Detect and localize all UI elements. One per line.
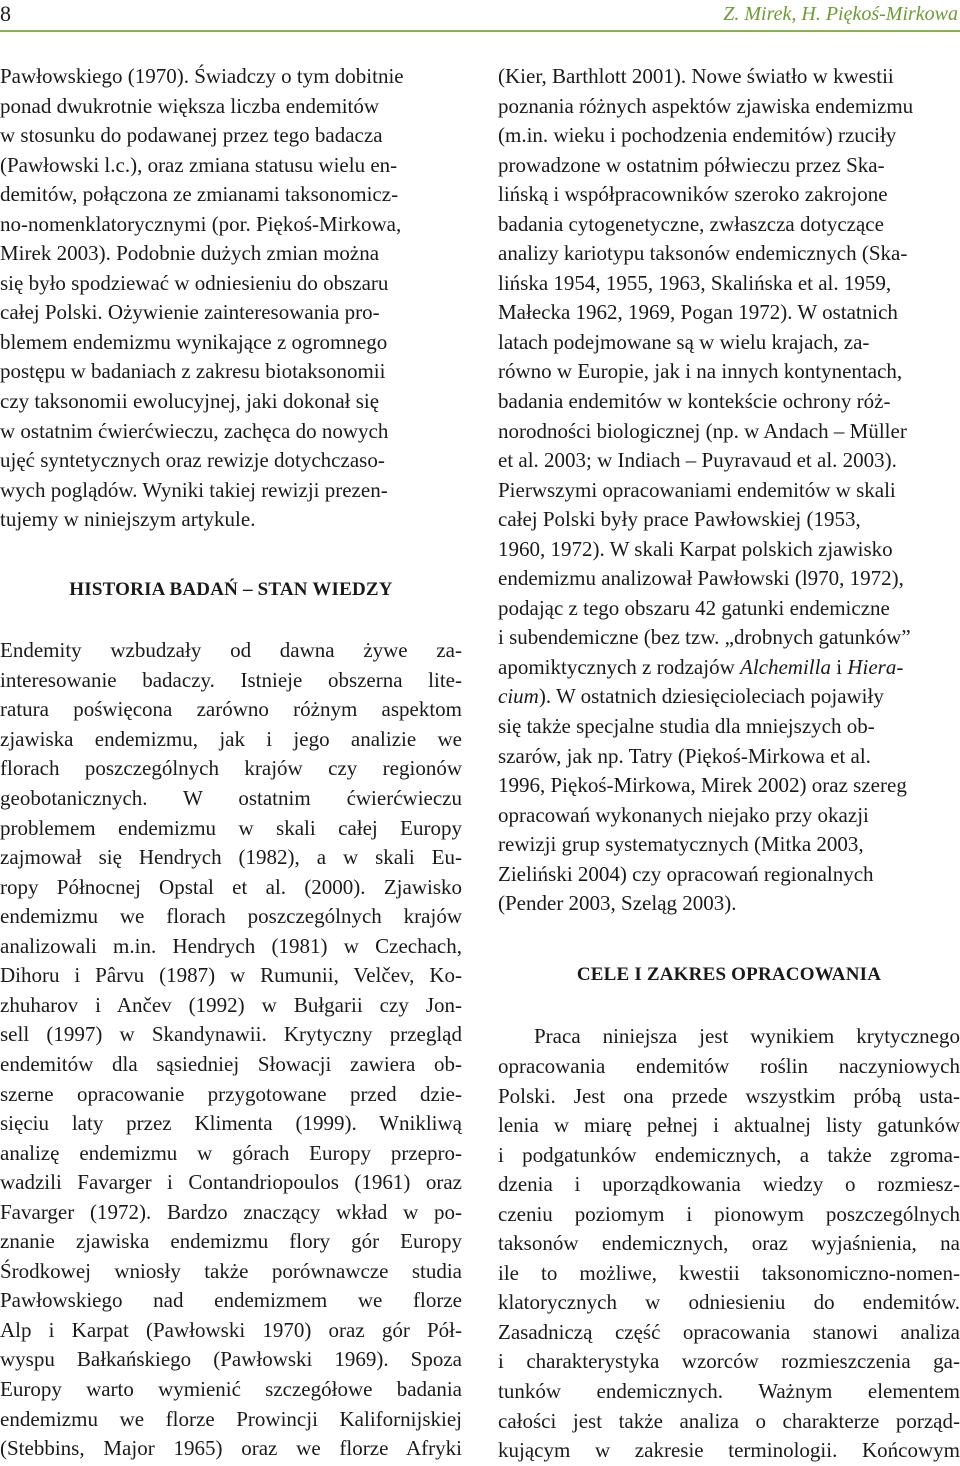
history-text-part-1: (Kier, Barthlott 2001). Nowe światło w kwestii poznania różnych aspektów zjawiska endemizmu (m.in. wieku i pochodzenia endemitów) rzuciły prowadzone w ostatnim półwieczu przez Ska- lińską i współpracowników szeroko zakrojone badania cytogenetyczne, zwłaszcza dotyczące analizy kariotypu taksonów endemicznych (Ska- lińska 1954, 1955, 1963, Skalińska et al. 1959, Małecka 1962, 1969, Pogan 1972). W ostatnich latach podejmowane są w wielu krajach, za- równo w Europie, jak i na innych kontynentach, badania endemitów w kontekście ochrony róż- norodności biologicznej (np. w Andach – Müller et al. 2003; w Indiach – Puyravaud et al. 2003). Pierwszymi opracowaniami endemitów w skali całej Polski były prace Pawłowskiej (1953, 1960, 1972). W skali Karpat polskich zjawisko endemizmu analizował Pawłowski (l970, 1972), podając z tego obszaru 42 gatunki endemiczne i subendemiczne (bez tzw. „drobnych gatunków” apomiktycznych z rodzajów [498, 64, 914, 679]
history-paragraph-continued [498, 62, 960, 919]
section-heading-aims: CELE I ZAKRES OPRACOWANIA [576, 963, 882, 985]
genus-name-alchemilla: Alchemilla [740, 654, 831, 679]
aims-paragraph: Praca niniejsza jest wynikiem krytycznego opracowania endemitów roślin naczyniowych Polski. Jest ona przede wszystkim próbą usta- lenia w miarę pełnej i aktualnej listy gatunków i podgatunków endemicznych, a także zgroma- dzenia i uporządkowania wiedzy o rozmiesz- czeniu poziomym i pionowym poszczególnych taksonów endemicznych, oraz wyjaśnienia, na ile to możliwe, kwestii taksonomiczno-nomen- klatorycznych w odniesieniu do endemitów. Zasadniczą część opracowania stanowi analiza i charakterystyka wzorców rozmieszczenia ga- tunków endemicznych. Ważnym elementem całości jest także analiza o charakterze porząd- kującym w zakresie terminologii. Końcowym [498, 1024, 960, 1463]
section-heading-history: HISTORIA BADAŃ – STAN WIEDZY [69, 578, 393, 600]
running-head-authors: Z. Mirek, H. Piękoś-Mirkowa [723, 3, 958, 25]
history-text-connector: i [830, 654, 848, 679]
header-rule [0, 30, 960, 32]
genus-name-hieracium: Hiera- cium [498, 654, 904, 709]
right-column [498, 62, 960, 1466]
page-header [0, 0, 960, 32]
page-number: 8 [0, 1, 11, 26]
intro-paragraph-continued: Pawłowskiego (1970). Świadczy o tym dobitnie ponad dwukrotnie większa liczba endemitów w stosunku do podawanej przez tego badacza (Pawłowski l.c.), oraz zmiana statusu wielu en- demitów, połączona ze zmianami taksonomicz- no-nomenklatorycznymi (por. Piękoś-Mirkowa, Mirek 2003). Podobnie dużych zmian można się było spodziewać w odniesieniu do obszaru całej Polski. Ożywienie zainteresowania pro- blemem endemizmu wynikające z ogromnego postępu w badaniach z zakresu biotaksonomii czy taksonomii ewolucyjnej, jaki dokonał się w ostatnim ćwierćwieczu, zachęca do nowych ujęć syntetycznych oraz rewizje dotychczaso- wych poglądów. Wyniki takiej rewizji prezen- tujemy w niniejszym artykule. [0, 64, 404, 532]
history-text-part-2: ). W ostatnich dziesięcioleciach pojawiły się także specjalne studia dla mniejszych ob- szarów, jak np. Tatry (Piękoś-Mirkowa et al. 1996, Piękoś-Mirkowa, Mirek 2002) oraz szereg opracowań wykonanych niejako przy okazji rewizji grup systematycznych (Mitka 2003, Zieliński 2004) czy opracowań regionalnych (Pender 2003, Szeląg 2003). [498, 684, 907, 916]
history-paragraph: Endemity wzbudzały od dawna żywe za- interesowanie badaczy. Istnieje obszerna lite- ratura poświęcona zarówno różnym aspektom zjawiska endemizmu, jak i jego analizie we florach poszczególnych krajów czy regionów geobotanicznych. W ostatnim ćwierćwieczu problemem endemizmu w skali całej Europy zajmował się Hendrych (1982), a w skali Eu- ropy Północnej Opstal et al. (2000). Zjawisko endemizmu we florach poszczególnych krajów analizowali m.in. Hendrych (1981) w Czechach, Dihoru i Pârvu (1987) w Rumunii, Velčev, Ko- zhuharov i Ančev (1992) w Bułgarii czy Jon- sell (1997) w Skandynawii. Krytyczny przegląd endemitów dla sąsiedniej Słowacji zawiera ob- szerne opracowanie przygotowane przed dzie- sięciu laty przez Klimenta (1999). Wnikliwą analizę endemizmu w górach Europy przepro- wadzili Favarger i Contandriopoulos (1961) oraz Favarger (1972). Bardzo znaczący wkład w po- znanie zjawiska endemizmu flory gór Europy Środkowej wniosły także porównawcze studia Pawłowskiego nad endemizmem we florze Alp i Karpat (Pawłowski 1970) oraz gór Pół- wyspu Bałkańskiego (Pawłowski 1969). Spoza Europy warto wymienić szczegółowe badania endemizmu we florze Prowincji Kalifornijskiej (Stebbins, Major 1965) oraz we florze Afryki [0, 638, 462, 1461]
left-column [0, 62, 462, 1464]
